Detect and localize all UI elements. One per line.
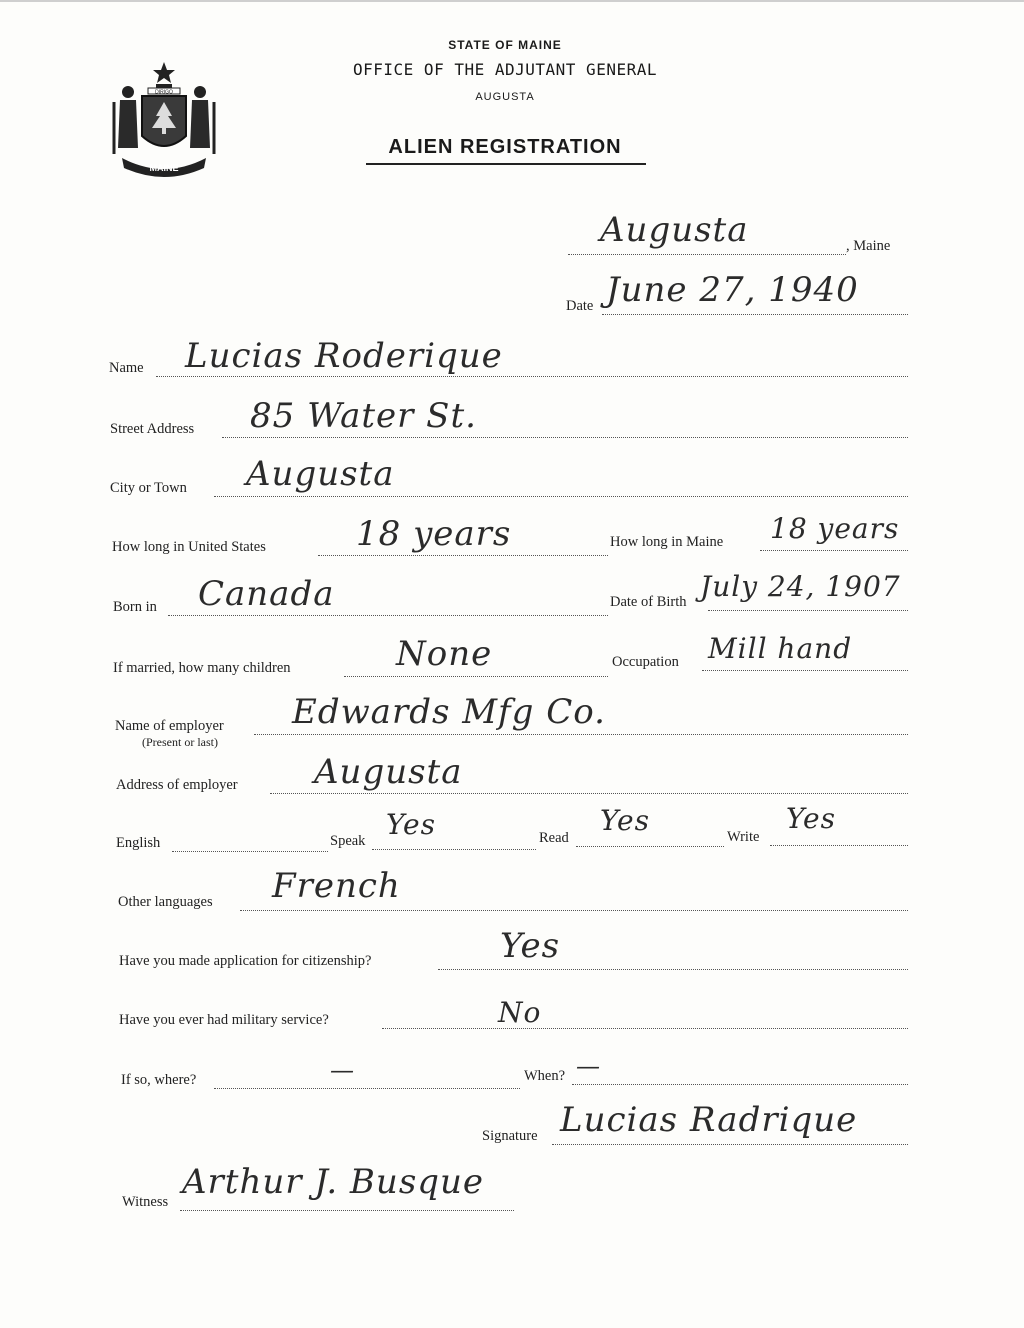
place-value: Augusta — [600, 210, 749, 250]
form-title: ALIEN REGISTRATION — [388, 136, 622, 158]
header-office: OFFICE OF THE ADJUTANT GENERAL — [353, 60, 657, 79]
how-long-us-line — [318, 555, 608, 556]
when-label: When? — [524, 1068, 566, 1084]
employer-sublabel: (Present or last) — [142, 735, 218, 749]
employer-label: Name of employer — [115, 718, 224, 734]
how-long-maine-value: 18 years — [770, 512, 900, 545]
dob-label: Date of Birth — [610, 594, 687, 610]
speak-label: Speak — [330, 833, 366, 849]
where-line — [214, 1088, 520, 1089]
scan-edge — [0, 0, 1024, 2]
children-line — [344, 676, 608, 677]
military-label: Have you ever had military service? — [119, 1012, 329, 1028]
how-long-maine-label: How long in Maine — [610, 534, 724, 550]
write-value: Yes — [786, 802, 836, 835]
street-value: 85 Water St. — [250, 396, 477, 436]
place-suffix-label: , Maine — [846, 238, 891, 254]
other-languages-value: French — [272, 866, 401, 906]
header-city: AUGUSTA — [475, 91, 535, 103]
occupation-line — [702, 670, 908, 671]
military-line — [382, 1028, 908, 1029]
english-label: English — [116, 835, 161, 851]
name-value: Lucias Roderique — [185, 336, 503, 376]
how-long-maine-line — [760, 550, 908, 551]
citizenship-line — [438, 969, 908, 970]
date-line — [602, 314, 908, 315]
speak-value: Yes — [386, 808, 436, 841]
city-label: City or Town — [110, 480, 187, 496]
employer-address-label: Address of employer — [116, 777, 238, 793]
read-value: Yes — [600, 804, 650, 837]
witness-label: Witness — [122, 1194, 169, 1210]
speak-line — [372, 849, 536, 850]
write-line — [770, 845, 908, 846]
seal-banner-text: MAINE — [149, 163, 179, 173]
place-line — [568, 254, 846, 255]
date-label: Date — [566, 298, 594, 314]
english-line — [172, 851, 328, 852]
witness-value: Arthur J. Busque — [182, 1162, 485, 1202]
name-label: Name — [109, 360, 144, 376]
how-long-us-label: How long in United States — [112, 539, 266, 555]
born-in-line — [168, 615, 608, 616]
employer-value: Edwards Mfg Co. — [292, 692, 606, 732]
dob-line — [708, 610, 908, 611]
signature-label: Signature — [482, 1128, 538, 1144]
witness-line — [180, 1210, 514, 1211]
street-label: Street Address — [110, 421, 195, 437]
where-label: If so, where? — [121, 1072, 197, 1088]
title-underline — [366, 163, 646, 165]
how-long-us-value: 18 years — [356, 514, 512, 554]
employer-address-value: Augusta — [314, 752, 463, 792]
where-value: — — [330, 1056, 355, 1084]
signature-line — [552, 1144, 908, 1145]
occupation-label: Occupation — [612, 654, 679, 670]
name-line — [156, 376, 908, 377]
city-line — [214, 496, 908, 497]
street-line — [222, 437, 908, 438]
other-languages-label: Other languages — [118, 894, 213, 910]
read-line — [576, 846, 724, 847]
write-label: Write — [727, 829, 760, 845]
dob-value: July 24, 1907 — [700, 570, 901, 603]
when-line — [572, 1084, 908, 1085]
born-in-label: Born in — [113, 599, 157, 615]
signature-value: Lucias Radrique — [560, 1100, 858, 1140]
children-value: None — [396, 634, 493, 674]
citizenship-value: Yes — [500, 926, 561, 966]
citizenship-label: Have you made application for citizenship? — [119, 953, 372, 969]
born-in-value: Canada — [198, 574, 335, 614]
employer-address-line — [270, 793, 908, 794]
other-languages-line — [240, 910, 908, 911]
children-label: If married, how many children — [113, 660, 291, 676]
occupation-value: Mill hand — [708, 632, 853, 665]
maine-state-seal-icon — [108, 58, 220, 178]
military-value: No — [498, 996, 542, 1029]
date-value: June 27, 1940 — [606, 270, 859, 310]
employer-line — [254, 734, 908, 735]
city-value: Augusta — [246, 454, 395, 494]
header-state: STATE OF MAINE — [448, 38, 562, 52]
when-value: — — [576, 1052, 601, 1080]
read-label: Read — [539, 830, 569, 846]
seal-motto-text: DIRIGO — [155, 89, 173, 96]
